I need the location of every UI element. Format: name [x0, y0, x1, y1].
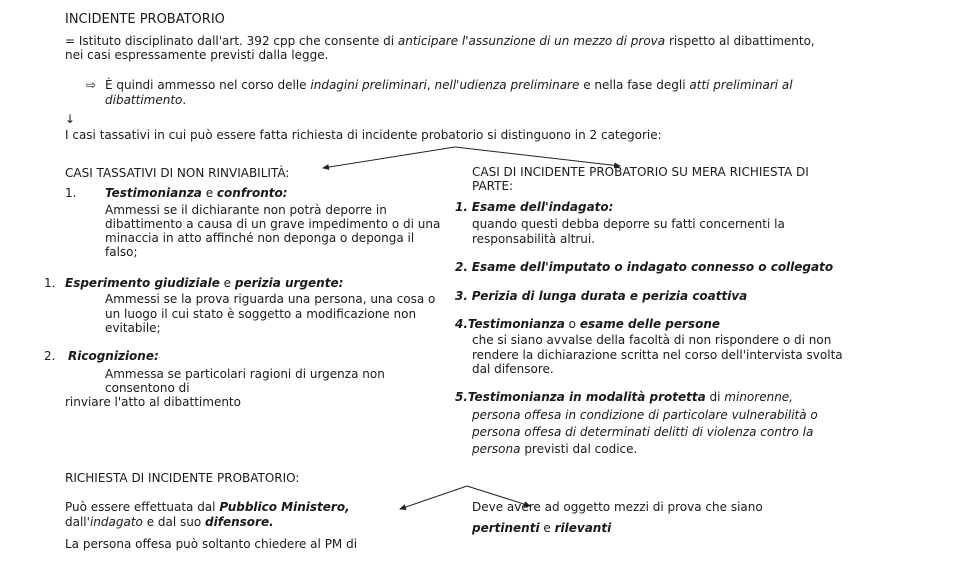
item-title-part: Esperimento giudiziale	[65, 276, 220, 290]
left-item-1-line-2: dibattimento a causa di un grave impedimento o di una	[105, 217, 441, 231]
bullet-text: È quindi ammesso nel corso delle	[105, 78, 311, 92]
left-item-1-line-1: Ammessi se il dichiarante non potrà deporre in	[105, 203, 387, 217]
left-item-3-line-2: consentono di	[105, 381, 190, 395]
bullet-italic-4: dibattimento	[105, 93, 183, 107]
right-item-3	[455, 289, 747, 304]
down-arrow-icon: ↓	[65, 112, 76, 126]
right-item-4	[455, 317, 720, 332]
intro-text: I casi tassativi in cui può essere fatta richiesta di incidente probatorio si distinguono in 2 categorie:	[65, 128, 662, 142]
page-title: INCIDENTE PROBATORIO	[65, 12, 225, 27]
right-item-3-title: Perizia di lunga durata e perizia coattiva	[471, 289, 748, 303]
bottom-left-line-1	[65, 500, 350, 515]
bullet-text-2: e nella fase degli	[579, 78, 690, 92]
bottom-right-line-2	[472, 521, 611, 536]
arrow-to-left-category	[323, 147, 455, 168]
right-item-5-line-1: persona offesa in condizione di particolare vulnerabilità o	[472, 408, 818, 422]
bottom-left-text-2: dall'	[65, 515, 90, 529]
right-item-1-number: 1.	[455, 200, 468, 214]
right-item-4-number: 4.	[455, 317, 468, 331]
bottom-left-bold: Pubblico Ministero,	[219, 500, 350, 514]
right-item-2	[455, 260, 833, 275]
bottom-right-bold: pertinenti	[472, 521, 540, 535]
right-item-3-number: 3.	[455, 289, 468, 303]
right-item-1-title: Esame dell'indagato:	[471, 200, 614, 214]
bottom-right-conj: e	[539, 521, 555, 535]
definition-text: = Istituto disciplinato dall'art. 392 cpp che consente di	[65, 34, 398, 48]
left-item-2-line-3: evitabile;	[105, 321, 161, 335]
left-item-2-title	[65, 276, 343, 291]
right-item-1-line-2: responsabilità altrui.	[472, 232, 596, 246]
right-item-4-line-2: rendere la dichiarazione scritta nel corso dell'intervista svolta	[472, 348, 843, 362]
arrow-to-bottom-left	[400, 486, 467, 509]
item-title-part-2: confronto:	[216, 186, 288, 200]
left-heading: CASI TASSATIVI DI NON RINVIABILITÀ:	[65, 166, 290, 180]
item-title-conj: e	[201, 186, 217, 200]
left-item-2-line-1: Ammessi se la prova riguarda una persona, una cosa o	[105, 292, 436, 306]
right-item-5	[455, 390, 793, 405]
left-item-2-line-2: un luogo il cui stato è soggetto a modificazione non	[105, 307, 417, 321]
definition-italic: anticipare l'assunzione di un mezzo di prova	[397, 34, 666, 48]
right-item-1-line-1: quando questi debba deporre su fatti concernenti la	[472, 217, 785, 231]
bottom-right-line-1: Deve avere ad oggetto mezzi di prova che siano	[472, 500, 763, 514]
right-item-2-title: Esame dell'imputato o indagato connesso o collegato	[471, 260, 834, 274]
right-item-4-conj: o	[564, 317, 580, 331]
right-item-5-line-2: persona offesa di determinati delitti di violenza contro la	[472, 425, 814, 439]
bottom-left-text: Può essere effettuata dal	[65, 500, 220, 514]
left-item-1-title	[105, 186, 288, 201]
left-item-3-title	[68, 349, 159, 364]
bullet-sep: ,	[426, 78, 435, 92]
definition-text-end: rispetto al dibattimento,	[665, 34, 815, 48]
right-item-5-line-3	[472, 442, 637, 457]
bottom-right-bold-2: rilevanti	[554, 521, 612, 535]
right-item-4-title: Testimonianza	[467, 317, 565, 331]
left-item-2-number: 1.	[44, 276, 56, 290]
right-item-5-title: Testimonianza in modalità protetta	[467, 390, 706, 404]
right-item-1	[455, 200, 613, 215]
right-heading-line-1: CASI DI INCIDENTE PROBATORIO SU MERA RICHIESTA DI	[472, 165, 809, 179]
bottom-left-line-3: La persona offesa può soltanto chiedere al PM di	[65, 537, 358, 551]
right-item-2-number: 2.	[455, 260, 468, 274]
right-item-5-number: 5.	[455, 390, 468, 404]
bottom-heading: RICHIESTA DI INCIDENTE PROBATORIO:	[65, 471, 300, 485]
bullet-italic-1: indagini preliminari	[310, 78, 427, 92]
item-title-part: Testimonianza	[105, 186, 202, 200]
left-item-3-number: 2.	[44, 349, 56, 363]
item-title-conj: e	[219, 276, 235, 290]
right-item-5-conj: di	[705, 390, 725, 404]
right-item-4-line-1: che si siano avvalse della facoltà di non rispondere o di non	[472, 333, 832, 347]
bottom-left-italic: indagato	[89, 515, 143, 529]
arrow-to-right-category	[455, 147, 620, 166]
right-heading-line-2: PARTE:	[472, 179, 514, 193]
item-title-part-2: perizia urgente:	[234, 276, 344, 290]
definition-line-2: nei casi espressamente previsti dalla legge.	[65, 48, 329, 62]
right-item-5-italic: minorenne,	[724, 390, 793, 404]
right-item-5-text: previsti dal codice.	[520, 442, 638, 456]
item-title-part: Ricognizione:	[68, 349, 159, 363]
bullet-italic-3: atti preliminari al	[689, 78, 793, 92]
bullet-italic-2: nell'udienza preliminare	[434, 78, 580, 92]
left-item-3-line-1: Ammessa se particolari ragioni di urgenza non	[105, 367, 385, 381]
bottom-left-line-2	[65, 515, 274, 530]
left-item-3-line-3: rinviare l'atto al dibattimento	[65, 395, 241, 409]
bullet-period: .	[182, 93, 187, 107]
right-item-5-italic-2: persona	[472, 442, 521, 456]
right-item-4-line-3: dal difensore.	[472, 362, 554, 376]
right-item-4-title-2: esame delle persone	[579, 317, 720, 331]
left-item-1-number: 1.	[65, 186, 77, 200]
left-item-1-line-4: falso;	[105, 245, 138, 259]
arrow-bullet-icon: ⇨	[86, 78, 97, 92]
bottom-left-text-3: e dal suo	[142, 515, 206, 529]
left-item-1-line-3: minaccia in atto affinché non deponga o deponga il	[105, 231, 415, 245]
bottom-left-bold-2: difensore.	[205, 515, 274, 529]
